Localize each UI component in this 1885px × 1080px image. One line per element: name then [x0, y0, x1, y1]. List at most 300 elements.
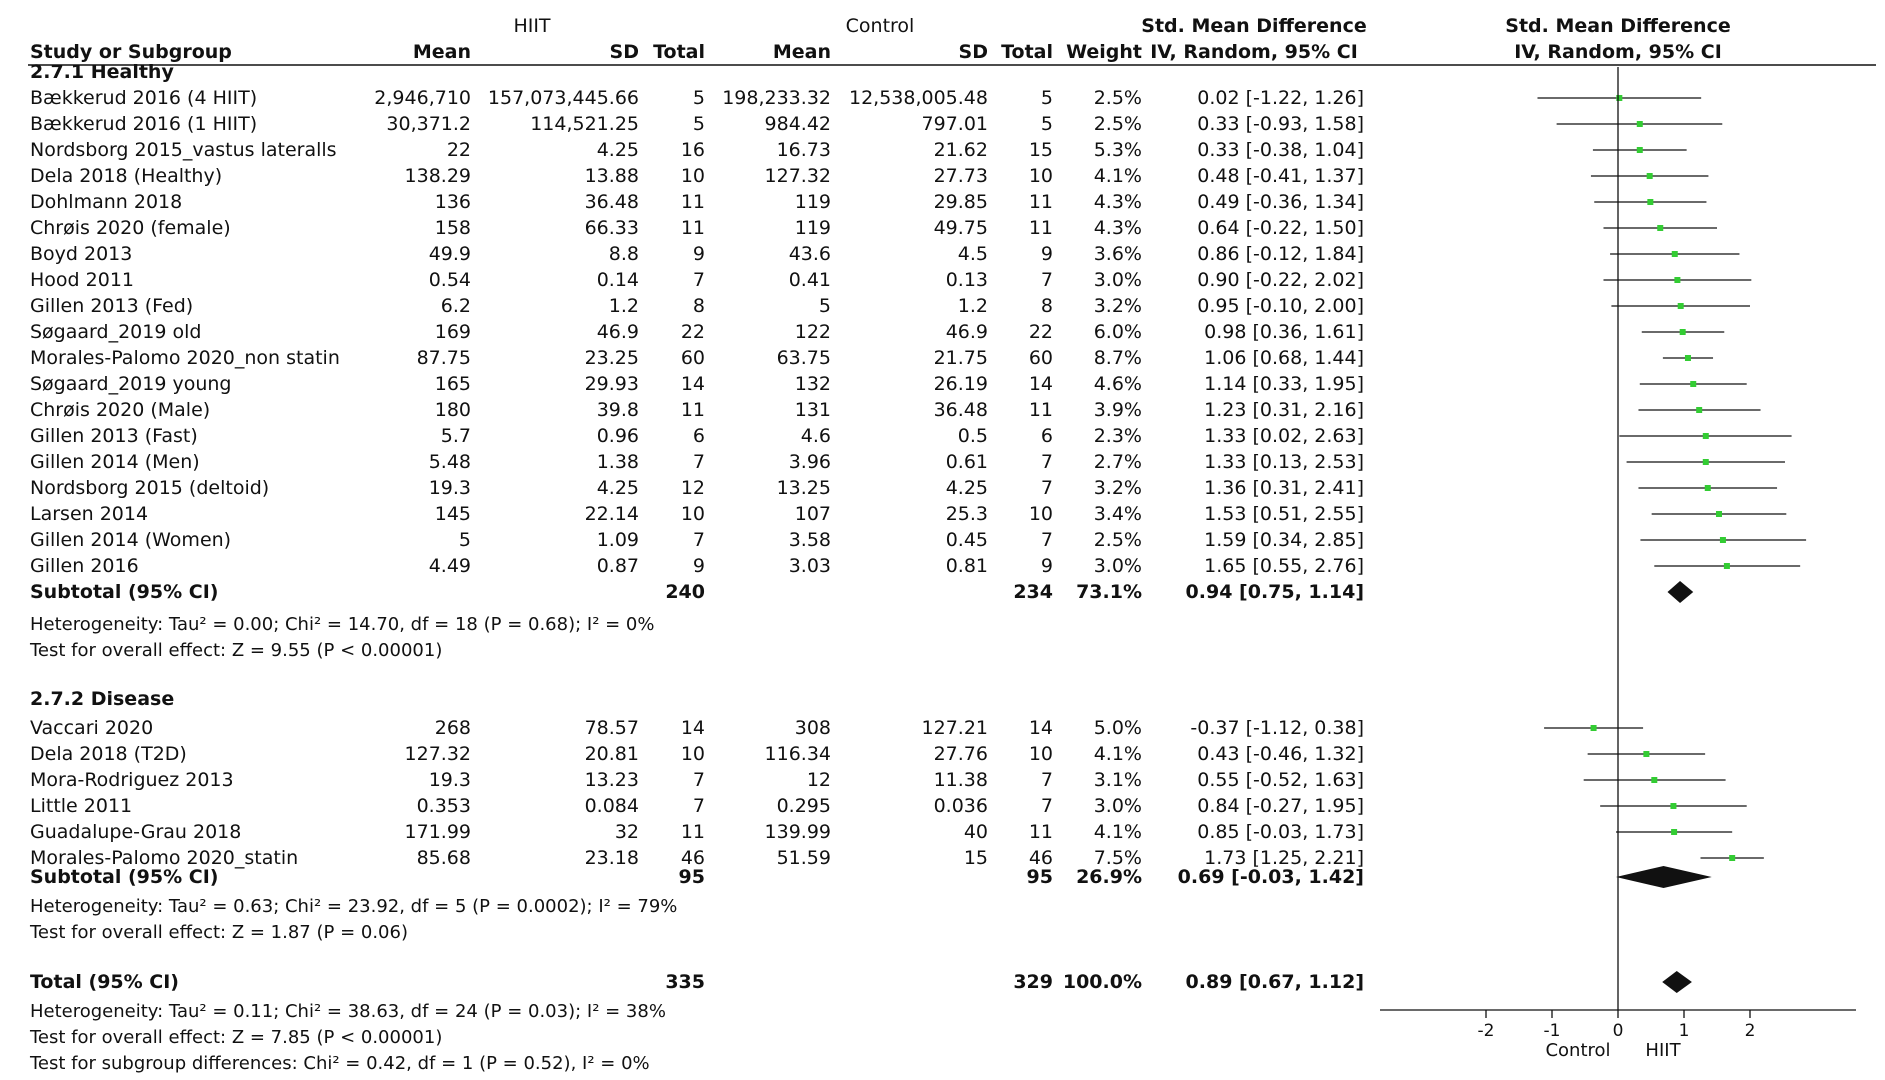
control-sd: 49.75: [933, 217, 988, 239]
study-weight: 2.7%: [1093, 451, 1142, 473]
hiit-mean: 127.32: [404, 743, 471, 765]
point-estimate: [1657, 225, 1663, 231]
control-mean: 5: [818, 295, 831, 317]
control-sd: 4.25: [945, 477, 988, 499]
hiit-mean: 0.353: [416, 795, 471, 817]
total-hiit-total: 335: [665, 971, 705, 993]
study-weight: 3.2%: [1093, 295, 1142, 317]
study-weight: 3.0%: [1093, 555, 1142, 577]
study-name: Morales-Palomo 2020_non statin: [30, 347, 340, 369]
hiit-mean: 145: [434, 503, 471, 525]
header-hiit-mean: Mean: [412, 41, 471, 63]
control-sd: 46.9: [945, 321, 988, 343]
study-ci: 0.64 [-0.22, 1.50]: [1197, 217, 1364, 239]
subtotal-hiit-total: 240: [665, 581, 705, 603]
control-mean: 308: [794, 717, 831, 739]
study-weight: 3.0%: [1093, 795, 1142, 817]
study-ci: 1.06 [0.68, 1.44]: [1204, 347, 1364, 369]
total-diamond: [1662, 971, 1692, 993]
total-weight: 100.0%: [1062, 971, 1142, 993]
x-tick-label: 2: [1744, 1021, 1756, 1041]
hiit-mean: 19.3: [428, 477, 471, 499]
study-weight: 5.3%: [1093, 139, 1142, 161]
study-name: Morales-Palomo 2020_statin: [30, 847, 299, 869]
x-tick-label: 1: [1678, 1021, 1690, 1041]
control-total: 11: [1028, 217, 1053, 239]
point-estimate: [1685, 355, 1691, 361]
hiit-sd: 13.88: [584, 165, 639, 187]
header-plot-title: Std. Mean Difference: [1505, 15, 1731, 37]
hiit-total: 22: [680, 321, 705, 343]
subtotal-weight: 26.9%: [1076, 866, 1142, 888]
control-mean: 139.99: [764, 821, 831, 843]
point-estimate: [1690, 381, 1696, 387]
control-total: 9: [1040, 555, 1053, 577]
point-estimate: [1647, 173, 1653, 179]
study-name: Gillen 2014 (Men): [30, 451, 200, 473]
hiit-mean: 138.29: [404, 165, 471, 187]
control-sd: 0.13: [945, 269, 988, 291]
subtotal-ci: 0.94 [0.75, 1.14]: [1185, 581, 1364, 603]
study-weight: 4.1%: [1093, 821, 1142, 843]
control-mean: 0.41: [788, 269, 831, 291]
total-control-total: 329: [1013, 971, 1053, 993]
subtotal-control-total: 95: [1026, 866, 1053, 888]
hiit-total: 14: [680, 373, 705, 395]
study-ci: 1.33 [0.02, 2.63]: [1204, 425, 1364, 447]
hiit-mean: 6.2: [440, 295, 471, 317]
control-sd: 15: [963, 847, 988, 869]
point-estimate: [1643, 751, 1649, 757]
study-ci: 0.55 [-0.52, 1.63]: [1197, 769, 1364, 791]
point-estimate: [1703, 459, 1709, 465]
study-name: Guadalupe-Grau 2018: [30, 821, 242, 843]
header-control-mean: Mean: [772, 41, 831, 63]
total-label: Total (95% CI): [30, 971, 179, 993]
control-mean: 3.58: [788, 529, 831, 551]
study-ci: 0.02 [-1.22, 1.26]: [1197, 87, 1364, 109]
subtotal-hiit-total: 95: [678, 866, 705, 888]
hiit-total: 60: [680, 347, 705, 369]
control-sd: 29.85: [933, 191, 988, 213]
hiit-total: 11: [680, 399, 705, 421]
hiit-mean: 87.75: [416, 347, 471, 369]
point-estimate: [1616, 95, 1622, 101]
control-mean: 131: [794, 399, 831, 421]
x-axis-label-right: HIIT: [1645, 1040, 1681, 1061]
header-effect-title: Std. Mean Difference: [1141, 15, 1367, 37]
hiit-sd: 39.8: [596, 399, 639, 421]
hiit-sd: 8.8: [608, 243, 639, 265]
x-axis-label-left: Control: [1545, 1040, 1611, 1061]
study-name: Mora-Rodriguez 2013: [30, 769, 234, 791]
header-group2: Control: [845, 15, 915, 37]
point-estimate: [1720, 537, 1726, 543]
study-name: Little 2011: [30, 795, 133, 817]
study-name: Gillen 2014 (Women): [30, 529, 232, 551]
subtotal-weight: 73.1%: [1076, 581, 1142, 603]
study-weight: 4.3%: [1093, 217, 1142, 239]
study-weight: 4.1%: [1093, 743, 1142, 765]
point-estimate: [1703, 433, 1709, 439]
point-estimate: [1680, 329, 1686, 335]
subtotal-ci: 0.69 [-0.03, 1.42]: [1177, 866, 1364, 888]
subtotal-control-total: 234: [1013, 581, 1053, 603]
study-weight: 3.4%: [1093, 503, 1142, 525]
control-sd: 0.036: [933, 795, 988, 817]
control-total: 60: [1028, 347, 1053, 369]
control-sd: 27.73: [933, 165, 988, 187]
subgroup-title: 2.7.1 Healthy: [30, 61, 174, 83]
hiit-total: 5: [692, 113, 705, 135]
control-sd: 4.5: [957, 243, 988, 265]
point-estimate: [1678, 303, 1684, 309]
header-weight: Weight: [1066, 41, 1142, 63]
point-estimate: [1651, 777, 1657, 783]
control-total: 7: [1040, 269, 1053, 291]
point-estimate: [1591, 725, 1597, 731]
hiit-sd: 29.93: [584, 373, 639, 395]
subtotal-diamond: [1616, 866, 1712, 888]
control-total: 11: [1028, 399, 1053, 421]
control-total: 10: [1028, 743, 1053, 765]
hiit-total: 16: [680, 139, 705, 161]
control-sd: 21.62: [933, 139, 988, 161]
study-name: Gillen 2013 (Fast): [30, 425, 198, 447]
hiit-total: 7: [692, 269, 705, 291]
control-sd: 27.76: [933, 743, 988, 765]
control-total: 5: [1040, 87, 1053, 109]
control-total: 14: [1028, 717, 1053, 739]
control-sd: 11.38: [933, 769, 988, 791]
study-ci: -0.37 [-1.12, 0.38]: [1190, 717, 1364, 739]
hiit-sd: 66.33: [584, 217, 639, 239]
control-total: 11: [1028, 821, 1053, 843]
study-ci: 0.90 [-0.22, 2.02]: [1197, 269, 1364, 291]
study-ci: 1.36 [0.31, 2.41]: [1204, 477, 1364, 499]
control-sd: 25.3: [945, 503, 988, 525]
hiit-mean: 136: [434, 191, 471, 213]
control-total: 7: [1040, 529, 1053, 551]
hiit-total: 7: [692, 769, 705, 791]
control-sd: 0.81: [945, 555, 988, 577]
study-weight: 3.9%: [1093, 399, 1142, 421]
study-ci: 0.85 [-0.03, 1.73]: [1197, 821, 1364, 843]
hiit-sd: 23.18: [584, 847, 639, 869]
control-mean: 132: [794, 373, 831, 395]
hiit-mean: 5.48: [428, 451, 471, 473]
point-estimate: [1671, 829, 1677, 835]
point-estimate: [1716, 511, 1722, 517]
hiit-sd: 1.2: [608, 295, 639, 317]
study-name: Hood 2011: [30, 269, 134, 291]
heterogeneity-text: Heterogeneity: Tau² = 0.00; Chi² = 14.70, df = 18 (P = 0.68); I² = 0%: [30, 614, 655, 635]
hiit-total: 11: [680, 821, 705, 843]
point-estimate: [1637, 121, 1643, 127]
hiit-total: 11: [680, 191, 705, 213]
hiit-mean: 30,371.2: [386, 113, 471, 135]
study-name: Bækkerud 2016 (1 HIIT): [30, 113, 258, 135]
hiit-mean: 19.3: [428, 769, 471, 791]
header-plot-method: IV, Random, 95% CI: [1514, 41, 1722, 63]
control-total: 6: [1040, 425, 1053, 447]
study-name: Nordsborg 2015 (deltoid): [30, 477, 270, 499]
control-sd: 0.45: [945, 529, 988, 551]
study-ci: 0.86 [-0.12, 1.84]: [1197, 243, 1364, 265]
control-total: 15: [1028, 139, 1053, 161]
control-total: 14: [1028, 373, 1053, 395]
study-weight: 3.1%: [1093, 769, 1142, 791]
control-total: 7: [1040, 477, 1053, 499]
x-tick-label: -2: [1477, 1021, 1495, 1041]
hiit-sd: 46.9: [596, 321, 639, 343]
control-mean: 984.42: [764, 113, 831, 135]
study-name: Dela 2018 (T2D): [30, 743, 187, 765]
control-total: 46: [1028, 847, 1053, 869]
study-ci: 1.33 [0.13, 2.53]: [1204, 451, 1364, 473]
control-mean: 13.25: [776, 477, 831, 499]
hiit-mean: 85.68: [416, 847, 471, 869]
control-mean: 12: [806, 769, 831, 791]
study-name: Søgaard_2019 young: [30, 373, 232, 395]
study-ci: 0.48 [-0.41, 1.37]: [1197, 165, 1364, 187]
study-ci: 1.73 [1.25, 2.21]: [1204, 847, 1364, 869]
study-ci: 0.49 [-0.36, 1.34]: [1197, 191, 1364, 213]
study-weight: 3.6%: [1093, 243, 1142, 265]
hiit-total: 7: [692, 795, 705, 817]
study-weight: 5.0%: [1093, 717, 1142, 739]
x-tick-label: -1: [1543, 1021, 1561, 1041]
study-name: Gillen 2016: [30, 555, 139, 577]
subgroup-title: 2.7.2 Disease: [30, 688, 175, 710]
control-total: 10: [1028, 503, 1053, 525]
control-mean: 3.96: [788, 451, 831, 473]
control-sd: 21.75: [933, 347, 988, 369]
header-study: Study or Subgroup: [30, 41, 232, 63]
hiit-total: 8: [692, 295, 705, 317]
header-hiit-total: Total: [653, 41, 705, 63]
control-sd: 0.61: [945, 451, 988, 473]
hiit-sd: 0.87: [596, 555, 639, 577]
hiit-total: 14: [680, 717, 705, 739]
study-weight: 3.2%: [1093, 477, 1142, 499]
hiit-total: 9: [692, 555, 705, 577]
study-ci: 0.95 [-0.10, 2.00]: [1197, 295, 1364, 317]
hiit-total: 10: [680, 165, 705, 187]
hiit-sd: 0.14: [596, 269, 639, 291]
control-total: 7: [1040, 451, 1053, 473]
hiit-sd: 36.48: [584, 191, 639, 213]
hiit-mean: 2,946,710: [374, 87, 471, 109]
hiit-sd: 114,521.25: [530, 113, 639, 135]
hiit-mean: 169: [434, 321, 471, 343]
x-tick-label: 0: [1612, 1021, 1624, 1041]
hiit-total: 9: [692, 243, 705, 265]
control-mean: 43.6: [788, 243, 831, 265]
study-ci: 0.33 [-0.38, 1.04]: [1197, 139, 1364, 161]
study-weight: 2.5%: [1093, 529, 1142, 551]
total-overall-effect-text: Test for overall effect: Z = 7.85 (P < 0.00001): [30, 1027, 443, 1048]
hiit-sd: 4.25: [596, 477, 639, 499]
hiit-mean: 49.9: [428, 243, 471, 265]
control-total: 8: [1040, 295, 1053, 317]
subtotal-label: Subtotal (95% CI): [30, 866, 219, 888]
hiit-sd: 0.084: [584, 795, 639, 817]
overall-effect-text: Test for overall effect: Z = 1.87 (P = 0.06): [30, 922, 408, 943]
hiit-total: 11: [680, 217, 705, 239]
control-sd: 0.5: [957, 425, 988, 447]
hiit-sd: 157,073,445.66: [487, 87, 639, 109]
point-estimate: [1729, 855, 1735, 861]
control-mean: 127.32: [764, 165, 831, 187]
point-estimate: [1647, 199, 1653, 205]
study-weight: 4.6%: [1093, 373, 1142, 395]
study-weight: 2.5%: [1093, 87, 1142, 109]
study-ci: 0.43 [-0.46, 1.32]: [1197, 743, 1364, 765]
subgroup-differences-text: Test for subgroup differences: Chi² = 0.42, df = 1 (P = 0.52), I² = 0%: [30, 1053, 650, 1074]
point-estimate: [1672, 251, 1678, 257]
control-mean: 107: [794, 503, 831, 525]
control-sd: 797.01: [921, 113, 988, 135]
control-sd: 12,538,005.48: [848, 87, 988, 109]
study-name: Dohlmann 2018: [30, 191, 183, 213]
control-mean: 0.295: [776, 795, 831, 817]
study-name: Bækkerud 2016 (4 HIIT): [30, 87, 258, 109]
study-weight: 4.3%: [1093, 191, 1142, 213]
hiit-total: 5: [692, 87, 705, 109]
hiit-sd: 1.09: [596, 529, 639, 551]
study-ci: 0.33 [-0.93, 1.58]: [1197, 113, 1364, 135]
hiit-mean: 158: [434, 217, 471, 239]
subtotal-label: Subtotal (95% CI): [30, 581, 219, 603]
control-mean: 3.03: [788, 555, 831, 577]
point-estimate: [1724, 563, 1730, 569]
control-total: 22: [1028, 321, 1053, 343]
study-ci: 1.14 [0.33, 1.95]: [1204, 373, 1364, 395]
study-weight: 6.0%: [1093, 321, 1142, 343]
control-mean: 51.59: [776, 847, 831, 869]
control-mean: 122: [794, 321, 831, 343]
total-heterogeneity-text: Heterogeneity: Tau² = 0.11; Chi² = 38.63, df = 24 (P = 0.03); I² = 38%: [30, 1001, 666, 1022]
control-sd: 40: [963, 821, 988, 843]
header-group1: HIIT: [513, 15, 551, 37]
hiit-total: 12: [680, 477, 705, 499]
overall-effect-text: Test for overall effect: Z = 9.55 (P < 0.00001): [30, 640, 443, 661]
study-name: Dela 2018 (Healthy): [30, 165, 223, 187]
hiit-mean: 171.99: [404, 821, 471, 843]
control-mean: 116.34: [764, 743, 831, 765]
hiit-sd: 0.96: [596, 425, 639, 447]
hiit-sd: 22.14: [584, 503, 639, 525]
control-sd: 1.2: [957, 295, 988, 317]
hiit-mean: 22: [446, 139, 471, 161]
study-ci: 1.53 [0.51, 2.55]: [1204, 503, 1364, 525]
control-mean: 16.73: [776, 139, 831, 161]
study-ci: 0.84 [-0.27, 1.95]: [1197, 795, 1364, 817]
hiit-mean: 268: [434, 717, 471, 739]
hiit-total: 7: [692, 451, 705, 473]
control-total: 7: [1040, 795, 1053, 817]
study-ci: 1.23 [0.31, 2.16]: [1204, 399, 1364, 421]
hiit-total: 10: [680, 743, 705, 765]
study-ci: 0.98 [0.36, 1.61]: [1204, 321, 1364, 343]
study-weight: 2.5%: [1093, 113, 1142, 135]
control-total: 9: [1040, 243, 1053, 265]
hiit-sd: 23.25: [584, 347, 639, 369]
hiit-mean: 0.54: [428, 269, 471, 291]
control-sd: 127.21: [921, 717, 988, 739]
point-estimate: [1670, 803, 1676, 809]
heterogeneity-text: Heterogeneity: Tau² = 0.63; Chi² = 23.92, df = 5 (P = 0.0002); I² = 79%: [30, 896, 678, 917]
hiit-total: 46: [680, 847, 705, 869]
study-ci: 1.59 [0.34, 2.85]: [1204, 529, 1364, 551]
hiit-mean: 165: [434, 373, 471, 395]
table-body: [29, 61, 1364, 1074]
hiit-total: 7: [692, 529, 705, 551]
header-control-total: Total: [1001, 41, 1053, 63]
control-total: 11: [1028, 191, 1053, 213]
point-estimate: [1637, 147, 1643, 153]
study-ci: 1.65 [0.55, 2.76]: [1204, 555, 1364, 577]
plot-area: [1380, 67, 1856, 1061]
study-weight: 8.7%: [1093, 347, 1142, 369]
header-effect-method: IV, Random, 95% CI: [1150, 41, 1358, 63]
hiit-total: 10: [680, 503, 705, 525]
hiit-sd: 32: [614, 821, 639, 843]
hiit-sd: 78.57: [584, 717, 639, 739]
study-weight: 7.5%: [1093, 847, 1142, 869]
point-estimate: [1696, 407, 1702, 413]
point-estimate: [1705, 485, 1711, 491]
control-mean: 4.6: [800, 425, 831, 447]
control-mean: 63.75: [776, 347, 831, 369]
control-mean: 119: [794, 217, 831, 239]
study-name: Gillen 2013 (Fed): [30, 295, 194, 317]
study-name: Boyd 2013: [30, 243, 133, 265]
hiit-sd: 4.25: [596, 139, 639, 161]
study-name: Vaccari 2020: [30, 717, 154, 739]
control-total: 10: [1028, 165, 1053, 187]
header-hiit-sd: SD: [609, 41, 639, 63]
control-sd: 36.48: [933, 399, 988, 421]
control-sd: 26.19: [933, 373, 988, 395]
hiit-mean: 4.49: [428, 555, 471, 577]
study-weight: 3.0%: [1093, 269, 1142, 291]
study-weight: 2.3%: [1093, 425, 1142, 447]
study-name: Chrøis 2020 (Male): [30, 399, 211, 421]
study-name: Nordsborg 2015_vastus lateralls: [30, 139, 337, 161]
table-header: [28, 15, 1876, 65]
study-name: Larsen 2014: [30, 503, 149, 525]
study-weight: 4.1%: [1093, 165, 1142, 187]
header-control-sd: SD: [958, 41, 988, 63]
point-estimate: [1674, 277, 1680, 283]
hiit-sd: 1.38: [596, 451, 639, 473]
hiit-mean: 180: [434, 399, 471, 421]
study-name: Chrøis 2020 (female): [30, 217, 231, 239]
control-mean: 119: [794, 191, 831, 213]
total-ci: 0.89 [0.67, 1.12]: [1185, 971, 1364, 993]
subtotal-diamond: [1668, 581, 1694, 603]
control-mean: 198,233.32: [722, 87, 831, 109]
hiit-sd: 20.81: [584, 743, 639, 765]
hiit-sd: 13.23: [584, 769, 639, 791]
hiit-mean: 5: [458, 529, 471, 551]
control-total: 5: [1040, 113, 1053, 135]
hiit-mean: 5.7: [440, 425, 471, 447]
control-total: 7: [1040, 769, 1053, 791]
hiit-total: 6: [692, 425, 705, 447]
